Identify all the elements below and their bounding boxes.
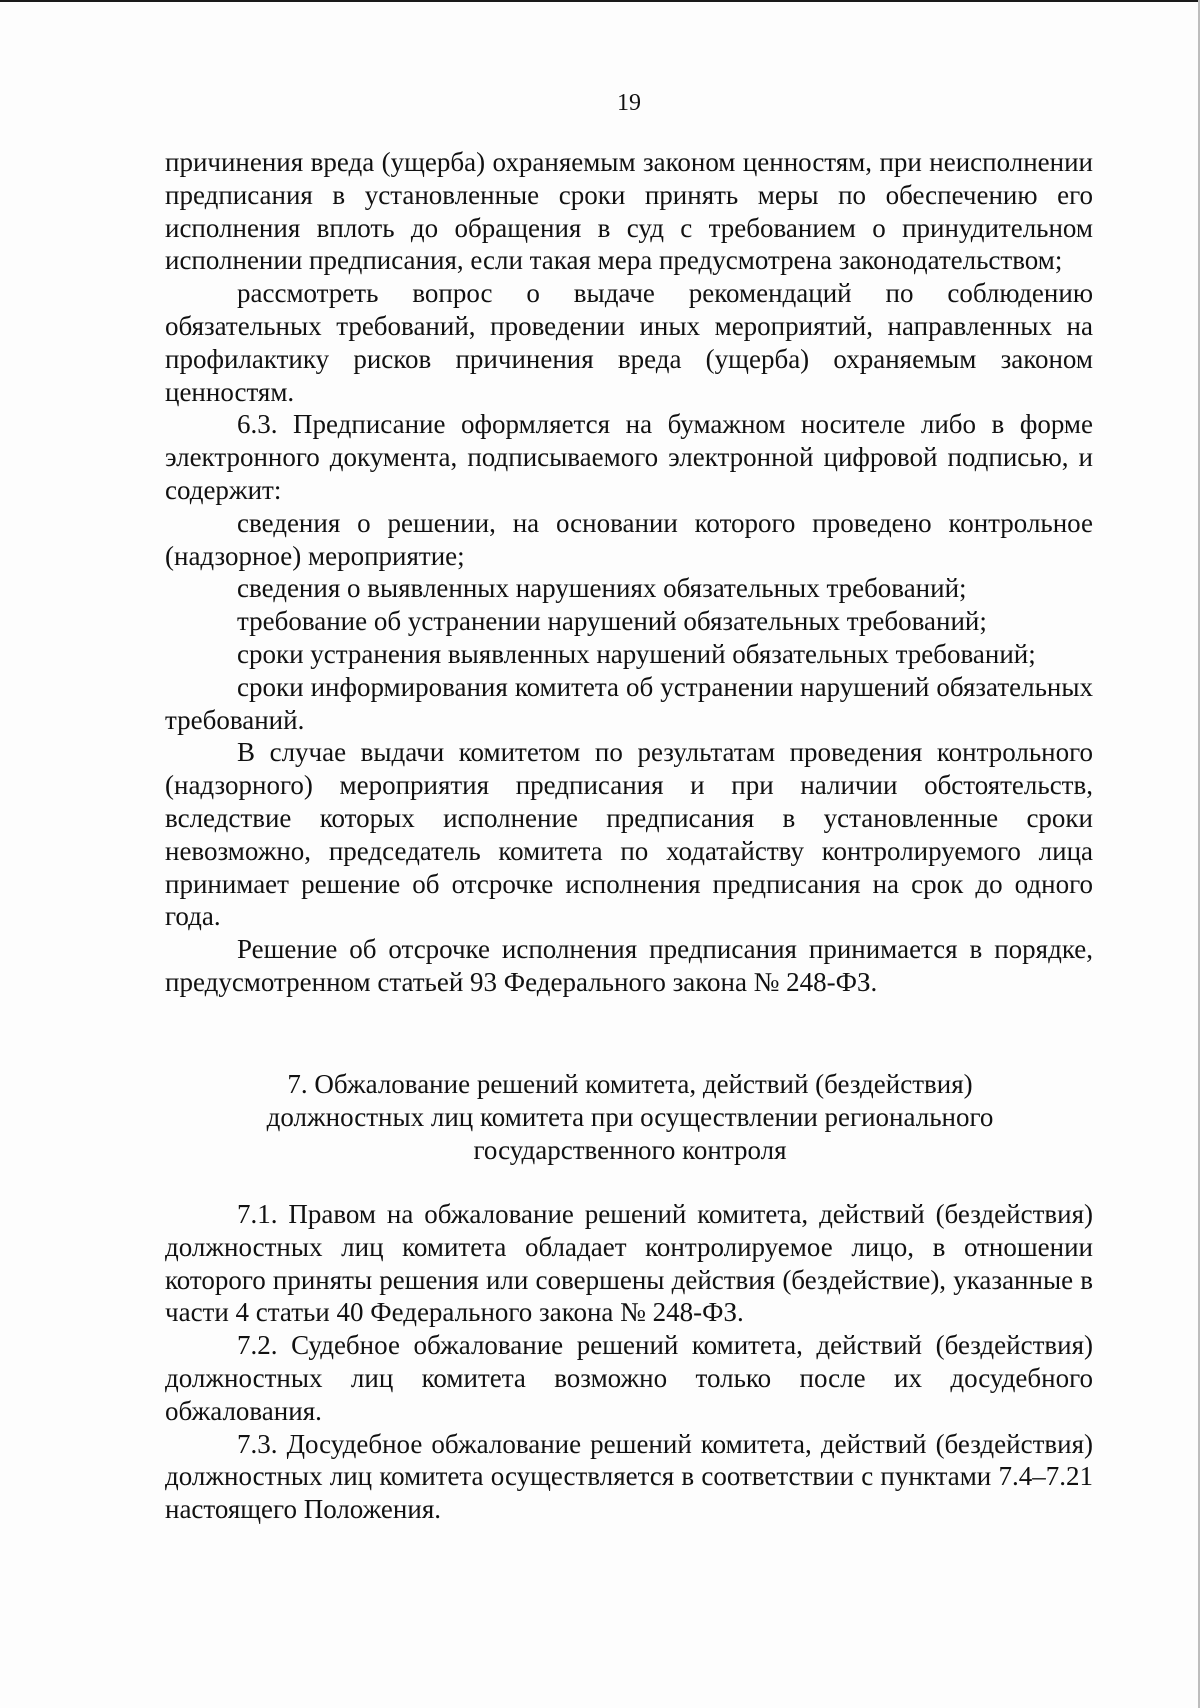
paragraph-3: 6.3. Предписание оформляется на бумажном носителе либо в форме электронного документа, подписываемого электронной цифровой подписью, и содержит:: [165, 409, 1093, 505]
paragraph-7: сроки устранения выявленных нарушений обязательных требований;: [237, 638, 1036, 669]
paragraph-8: сроки информирования комитета об устранении нарушений обязательных требований.: [165, 671, 1093, 735]
section-heading: [180, 1068, 1080, 1166]
section-heading-line-2: должностных лиц комитета при осуществлении регионального: [266, 1101, 994, 1132]
paragraph-1: причинения вреда (ущерба) охраняемым законом ценностям, при неисполнении предписания в установленные сроки принять меры по обеспечению его исполнения вплоть до обращения в суд с требованием о принудительном исполнении предписания, если такая мера предусмотрена законодательством;: [165, 147, 1093, 276]
paragraph-2: рассмотреть вопрос о выдаче рекомендаций по соблюдению обязательных требований, проведении иных мероприятий, направленных на профилактику рисков причинения вреда (ущерба) охраняемым законом ценностям.: [165, 278, 1093, 407]
body-text-top: [165, 146, 1093, 999]
paragraph-7-2: 7.2. Судебное обжалование решений комитета, действий (бездействия) должностных лиц комитета возможно только после их досудебного обжалования.: [165, 1330, 1093, 1426]
paragraph-7-1: 7.1. Правом на обжалование решений комитета, действий (бездействия) должностных лиц комитета обладает контролируемое лицо, в отношении которого приняты решения или совершены действия (бездействие), указанные в части 4 статьи 40 Федерального закона № 248-ФЗ.: [165, 1199, 1093, 1328]
paragraph-9: В случае выдачи комитетом по результатам проведения контрольного (надзорного) мероприятия предписания и при наличии обстоятельств, вследствие которых исполнение предписания в установленные сроки невозможно, председатель комитета по ходатайству контролируемого лица принимает решение об отсрочке исполнения предписания на срок до одного года.: [165, 737, 1093, 932]
paragraph-5: сведения о выявленных нарушениях обязательных требований;: [237, 573, 967, 604]
section-heading-line-1: 7. Обжалование решений комитета, действий (бездействия): [287, 1069, 973, 1099]
page-number: 19: [617, 90, 641, 116]
paragraph-4: сведения о решении, на основании которого проведено контрольное (надзорное) мероприятие;: [165, 507, 1093, 571]
scan-top-edge: [0, 0, 1200, 2]
section-heading-line-3: государственного контроля: [473, 1134, 787, 1165]
paragraph-7-3: 7.3. Досудебное обжалование решений комитета, действий (бездействия) должностных лиц комитета осуществляется в соответствии с пунктами 7.4–7.21 настоящего Положения.: [165, 1428, 1093, 1525]
body-text-bottom: [165, 1198, 1093, 1526]
paragraph-6: требование об устранении нарушений обязательных требований;: [237, 606, 987, 637]
paragraph-10: Решение об отсрочке исполнения предписания принимается в порядке, предусмотренном статьей 93 Федерального закона № 248-ФЗ.: [165, 934, 1093, 997]
